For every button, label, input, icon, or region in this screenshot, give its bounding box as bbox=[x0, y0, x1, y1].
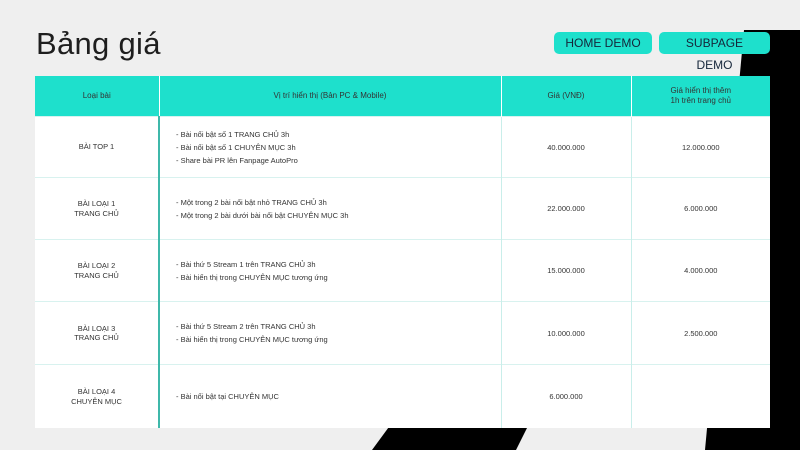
price-cell: 10.000.000 bbox=[501, 302, 631, 365]
header-extra-price: Giá hiển thị thêm 1h trên trang chủ bbox=[631, 76, 770, 117]
post-type-cell: BÀI LOẠI 4 CHUYÊN MỤC bbox=[35, 365, 159, 429]
post-type-cell: BÀI LOẠI 3 TRANG CHỦ bbox=[35, 302, 159, 365]
price-table bbox=[35, 76, 770, 428]
position-item: - Bài nổi bật tại CHUYÊN MỤC bbox=[176, 392, 279, 401]
header-display-position: Vị trí hiển thị (Bản PC & Mobile) bbox=[159, 76, 501, 117]
position-cell bbox=[159, 117, 501, 178]
header-post-type: Loại bài bbox=[35, 76, 159, 117]
extra-price-cell bbox=[631, 365, 770, 429]
home-demo-button[interactable]: HOME DEMO bbox=[554, 32, 652, 54]
table-row bbox=[35, 302, 770, 365]
price-cell: 15.000.000 bbox=[501, 240, 631, 302]
position-cell bbox=[159, 365, 501, 429]
position-item: - Bài hiển thị trong CHUYÊN MỤC tương ứng bbox=[176, 335, 328, 344]
price-cell: 40.000.000 bbox=[501, 117, 631, 178]
table-row bbox=[35, 178, 770, 240]
position-item: - Bài hiển thị trong CHUYÊN MỤC tương ứng bbox=[176, 272, 328, 282]
extra-price-cell: 12.000.000 bbox=[631, 117, 770, 178]
position-cell bbox=[159, 302, 501, 365]
position-item: - Bài nổi bật số 1 TRANG CHỦ 3h bbox=[176, 129, 290, 139]
subpage-demo-button[interactable]: SUBPAGE DEMO bbox=[659, 32, 770, 54]
position-item: - Bài thứ 5 Stream 2 trên TRANG CHỦ 3h bbox=[176, 322, 316, 331]
position-item: - Bài thứ 5 Stream 1 trên TRANG CHỦ 3h bbox=[176, 259, 316, 269]
position-item: - Share bài PR lên Fanpage AutoPro bbox=[176, 155, 298, 165]
price-cell: 6.000.000 bbox=[501, 365, 631, 429]
price-cell: 22.000.000 bbox=[501, 178, 631, 240]
header-price: Giá (VNĐ) bbox=[501, 76, 631, 117]
table-row bbox=[35, 240, 770, 302]
table-row bbox=[35, 365, 770, 429]
table-row bbox=[35, 117, 770, 178]
position-item: - Một trong 2 bài dưới bài nổi bật CHUYÊN MỤC 3h bbox=[176, 210, 349, 220]
position-item: - Một trong 2 bài nổi bật nhỏ TRANG CHỦ 3h bbox=[176, 197, 327, 207]
post-type-cell: BÀI LOẠI 1 TRANG CHỦ bbox=[35, 178, 159, 240]
table-header-row bbox=[35, 76, 770, 117]
extra-price-cell: 2.500.000 bbox=[631, 302, 770, 365]
post-type-cell: BÀI TOP 1 bbox=[35, 117, 159, 178]
position-cell bbox=[159, 240, 501, 302]
position-item: - Bài nổi bật số 1 CHUYÊN MỤC 3h bbox=[176, 142, 296, 152]
post-type-cell: BÀI LOẠI 2 TRANG CHỦ bbox=[35, 240, 159, 302]
page-title: Bảng giá bbox=[36, 26, 161, 61]
extra-price-cell: 6.000.000 bbox=[631, 178, 770, 240]
extra-price-cell: 4.000.000 bbox=[631, 240, 770, 302]
position-cell bbox=[159, 178, 501, 240]
